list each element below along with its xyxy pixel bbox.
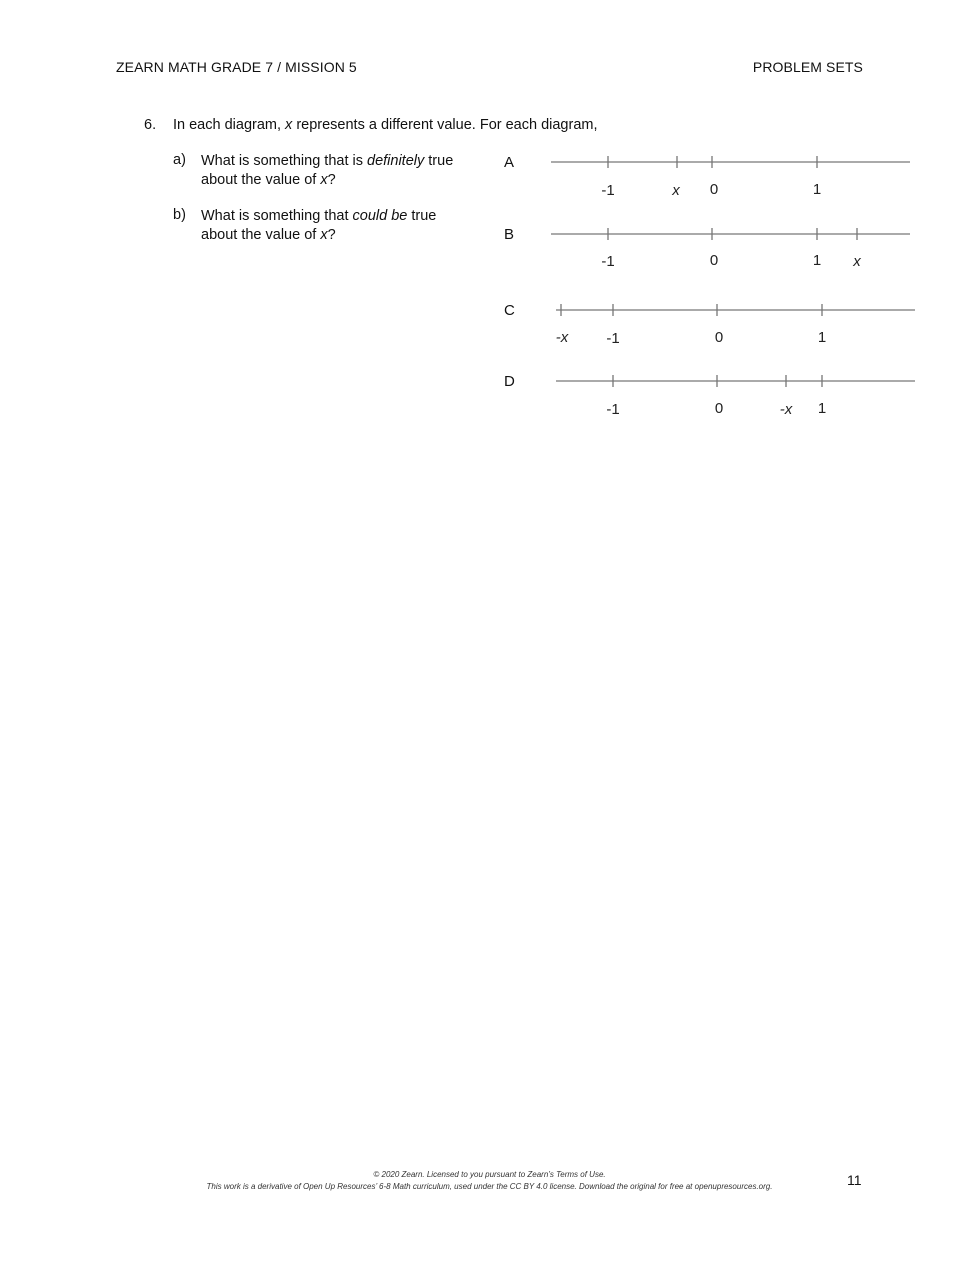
tick-label: 0: [709, 252, 719, 269]
tick-label: 1: [817, 400, 827, 417]
number-line-a: [551, 156, 910, 199]
number-line-c: [556, 304, 915, 347]
tick-label: -1: [601, 253, 615, 270]
tick-label: -x: [555, 329, 569, 346]
diagram-d-label: D: [504, 373, 515, 390]
footer-copyright: © 2020 Zearn. Licensed to you pursuant to Zearn’s Terms of Use.: [373, 1170, 606, 1179]
header-title: ZEARN MATH GRADE 7 / MISSION 5: [116, 59, 357, 75]
diagram-b-label: B: [504, 226, 515, 243]
tick-label: 1: [812, 181, 822, 198]
question-number: 6.: [144, 117, 157, 133]
tick-label: 1: [817, 329, 827, 346]
tick-label: x: [853, 253, 861, 270]
tick-label: 0: [709, 181, 719, 198]
question-text: In each diagram, x represents a different value. For each diagram,: [173, 117, 598, 133]
diagram-a-label: A: [504, 154, 515, 171]
number-line-d: [556, 375, 915, 418]
part-a-text: What is something that is definitely true about the value of x?: [201, 153, 454, 188]
tick-label: 0: [714, 329, 724, 346]
tick-label: -1: [606, 401, 620, 418]
page-number: 11: [847, 1172, 862, 1188]
part-a-label: a): [173, 152, 186, 168]
tick-label: 1: [812, 252, 822, 269]
part-b-label: b): [173, 207, 186, 223]
number-line-b: [551, 228, 910, 270]
tick-label: -x: [779, 401, 793, 418]
header-section: PROBLEM SETS: [752, 59, 863, 75]
tick-label: -1: [606, 330, 620, 347]
footer-license: This work is a derivative of Open Up Resources’ 6-8 Math curriculum, used under the CC BY 4.0 license. Download the original for free at openupresources.org.: [206, 1182, 773, 1191]
tick-label: 0: [714, 400, 724, 417]
tick-label: x: [672, 182, 680, 199]
tick-label: -1: [601, 182, 615, 199]
part-b-text: What is something that could be true about the value of x?: [201, 208, 437, 243]
diagram-c-label: C: [504, 302, 515, 319]
